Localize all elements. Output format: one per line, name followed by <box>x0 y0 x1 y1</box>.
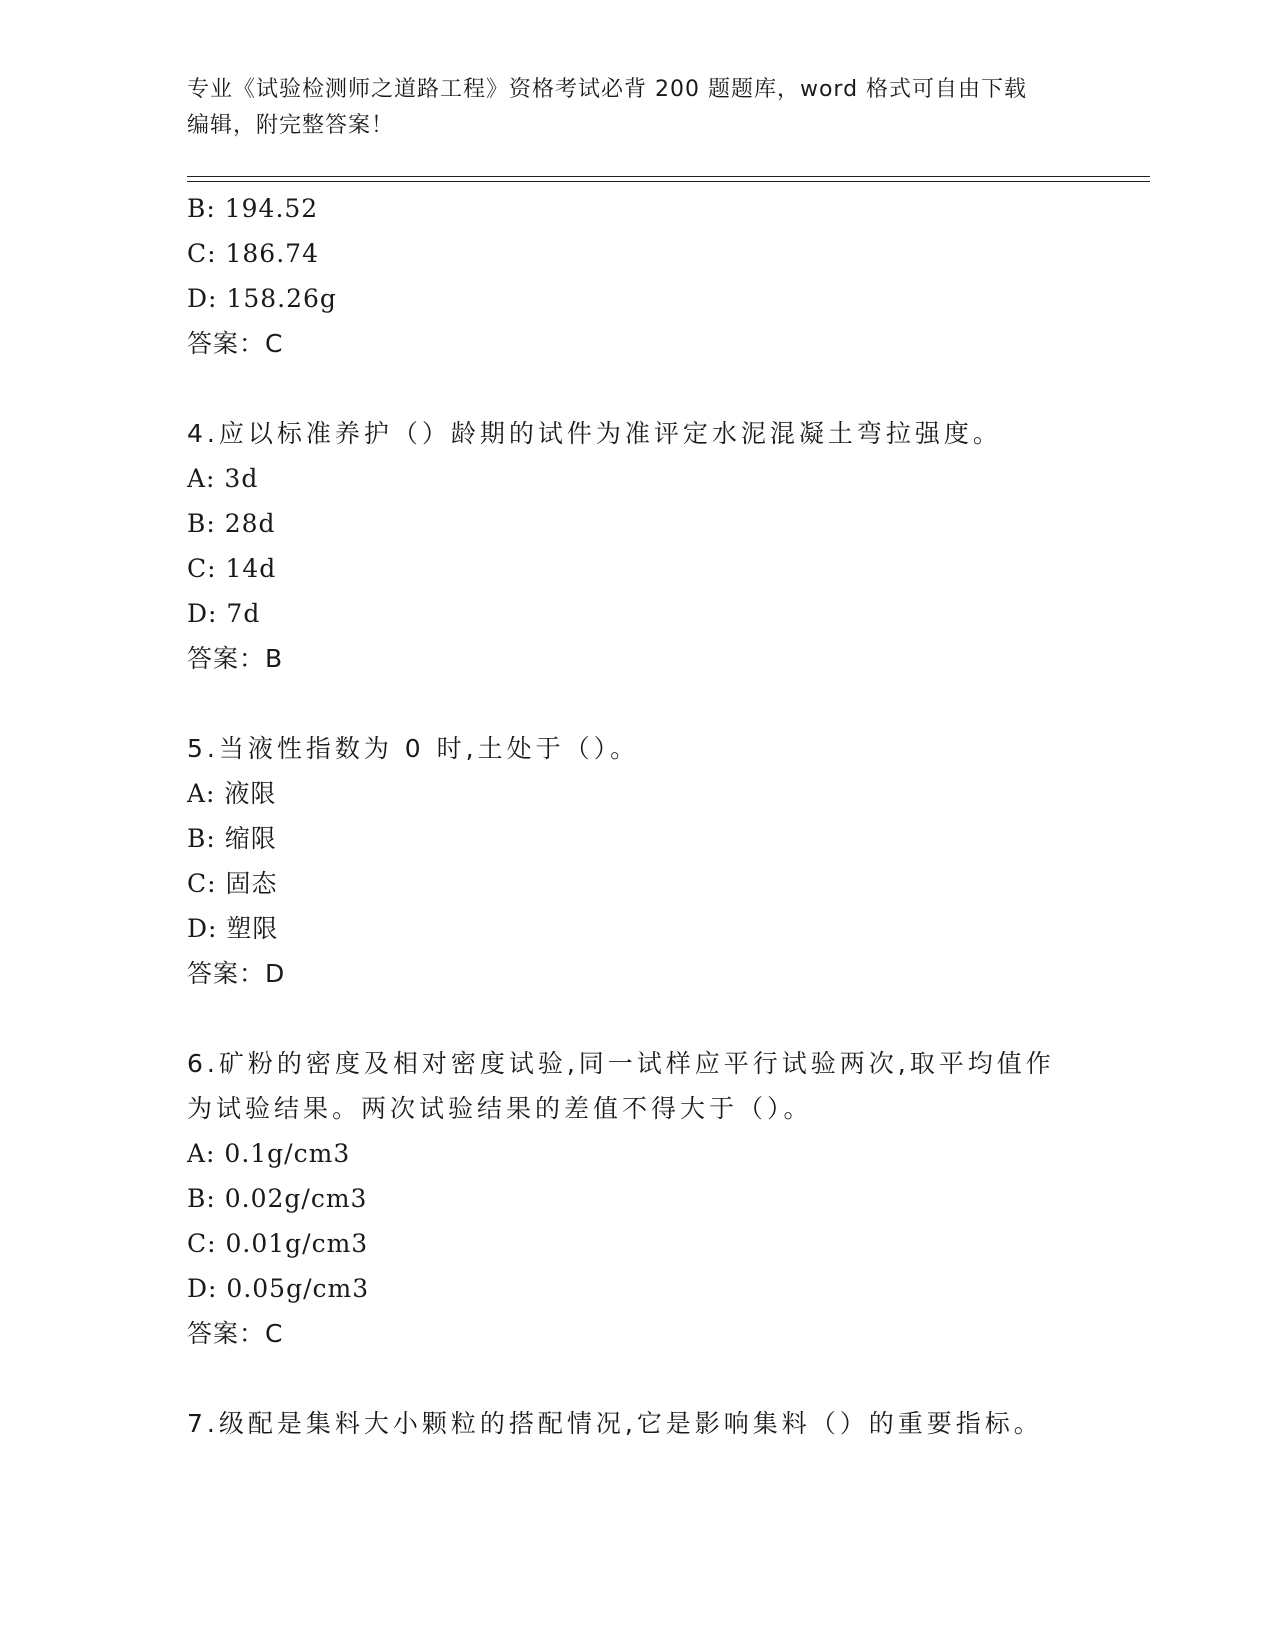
document-header <box>187 72 1087 144</box>
option-b: B: 194.52 <box>187 194 319 223</box>
option-d: D: 7d <box>187 599 261 628</box>
header-divider-top <box>187 176 1150 177</box>
answer: 答案：C <box>187 329 284 358</box>
option-d: D: 158.26g <box>187 284 337 313</box>
option-b: B: 0.02g/cm3 <box>187 1184 368 1213</box>
question-6-line-1: 6.矿粉的密度及相对密度试验,同一试样应平行试验两次,取平均值作 <box>187 1049 1055 1078</box>
question-6-line-2: 为试验结果。两次试验结果的差值不得大于（）。 <box>187 1094 813 1123</box>
question-7: 7.级配是集料大小颗粒的搭配情况,它是影响集料（）的重要指标。 <box>187 1409 1043 1438</box>
question-4: 4.应以标准养护（）龄期的试件为准评定水泥混凝土弯拉强度。 <box>187 419 1002 448</box>
answer: 答案：B <box>187 644 284 673</box>
option-d: D: 0.05g/cm3 <box>187 1274 370 1303</box>
option-a: A: 液限 <box>187 779 277 808</box>
option-a: A: 0.1g/cm3 <box>187 1139 351 1168</box>
answer: 答案：D <box>187 959 286 988</box>
option-b: B: 28d <box>187 509 276 538</box>
option-c: C: 14d <box>187 554 277 583</box>
header-divider-bottom <box>187 181 1150 182</box>
header-line-2: 编辑，附完整答案！ <box>187 113 395 138</box>
header-line-1: 专业《试验检测师之道路工程》资格考试必背 200 题题库，word 格式可自由下载 <box>187 77 1028 102</box>
option-b: B: 缩限 <box>187 824 277 853</box>
option-c: C: 固态 <box>187 869 278 898</box>
option-d: D: 塑限 <box>187 914 279 943</box>
question-5: 5.当液性指数为 0 时,土处于（）。 <box>187 734 640 763</box>
option-c: C: 186.74 <box>187 239 319 268</box>
option-a: A: 3d <box>187 464 259 493</box>
answer: 答案：C <box>187 1319 284 1348</box>
option-c: C: 0.01g/cm3 <box>187 1229 369 1258</box>
